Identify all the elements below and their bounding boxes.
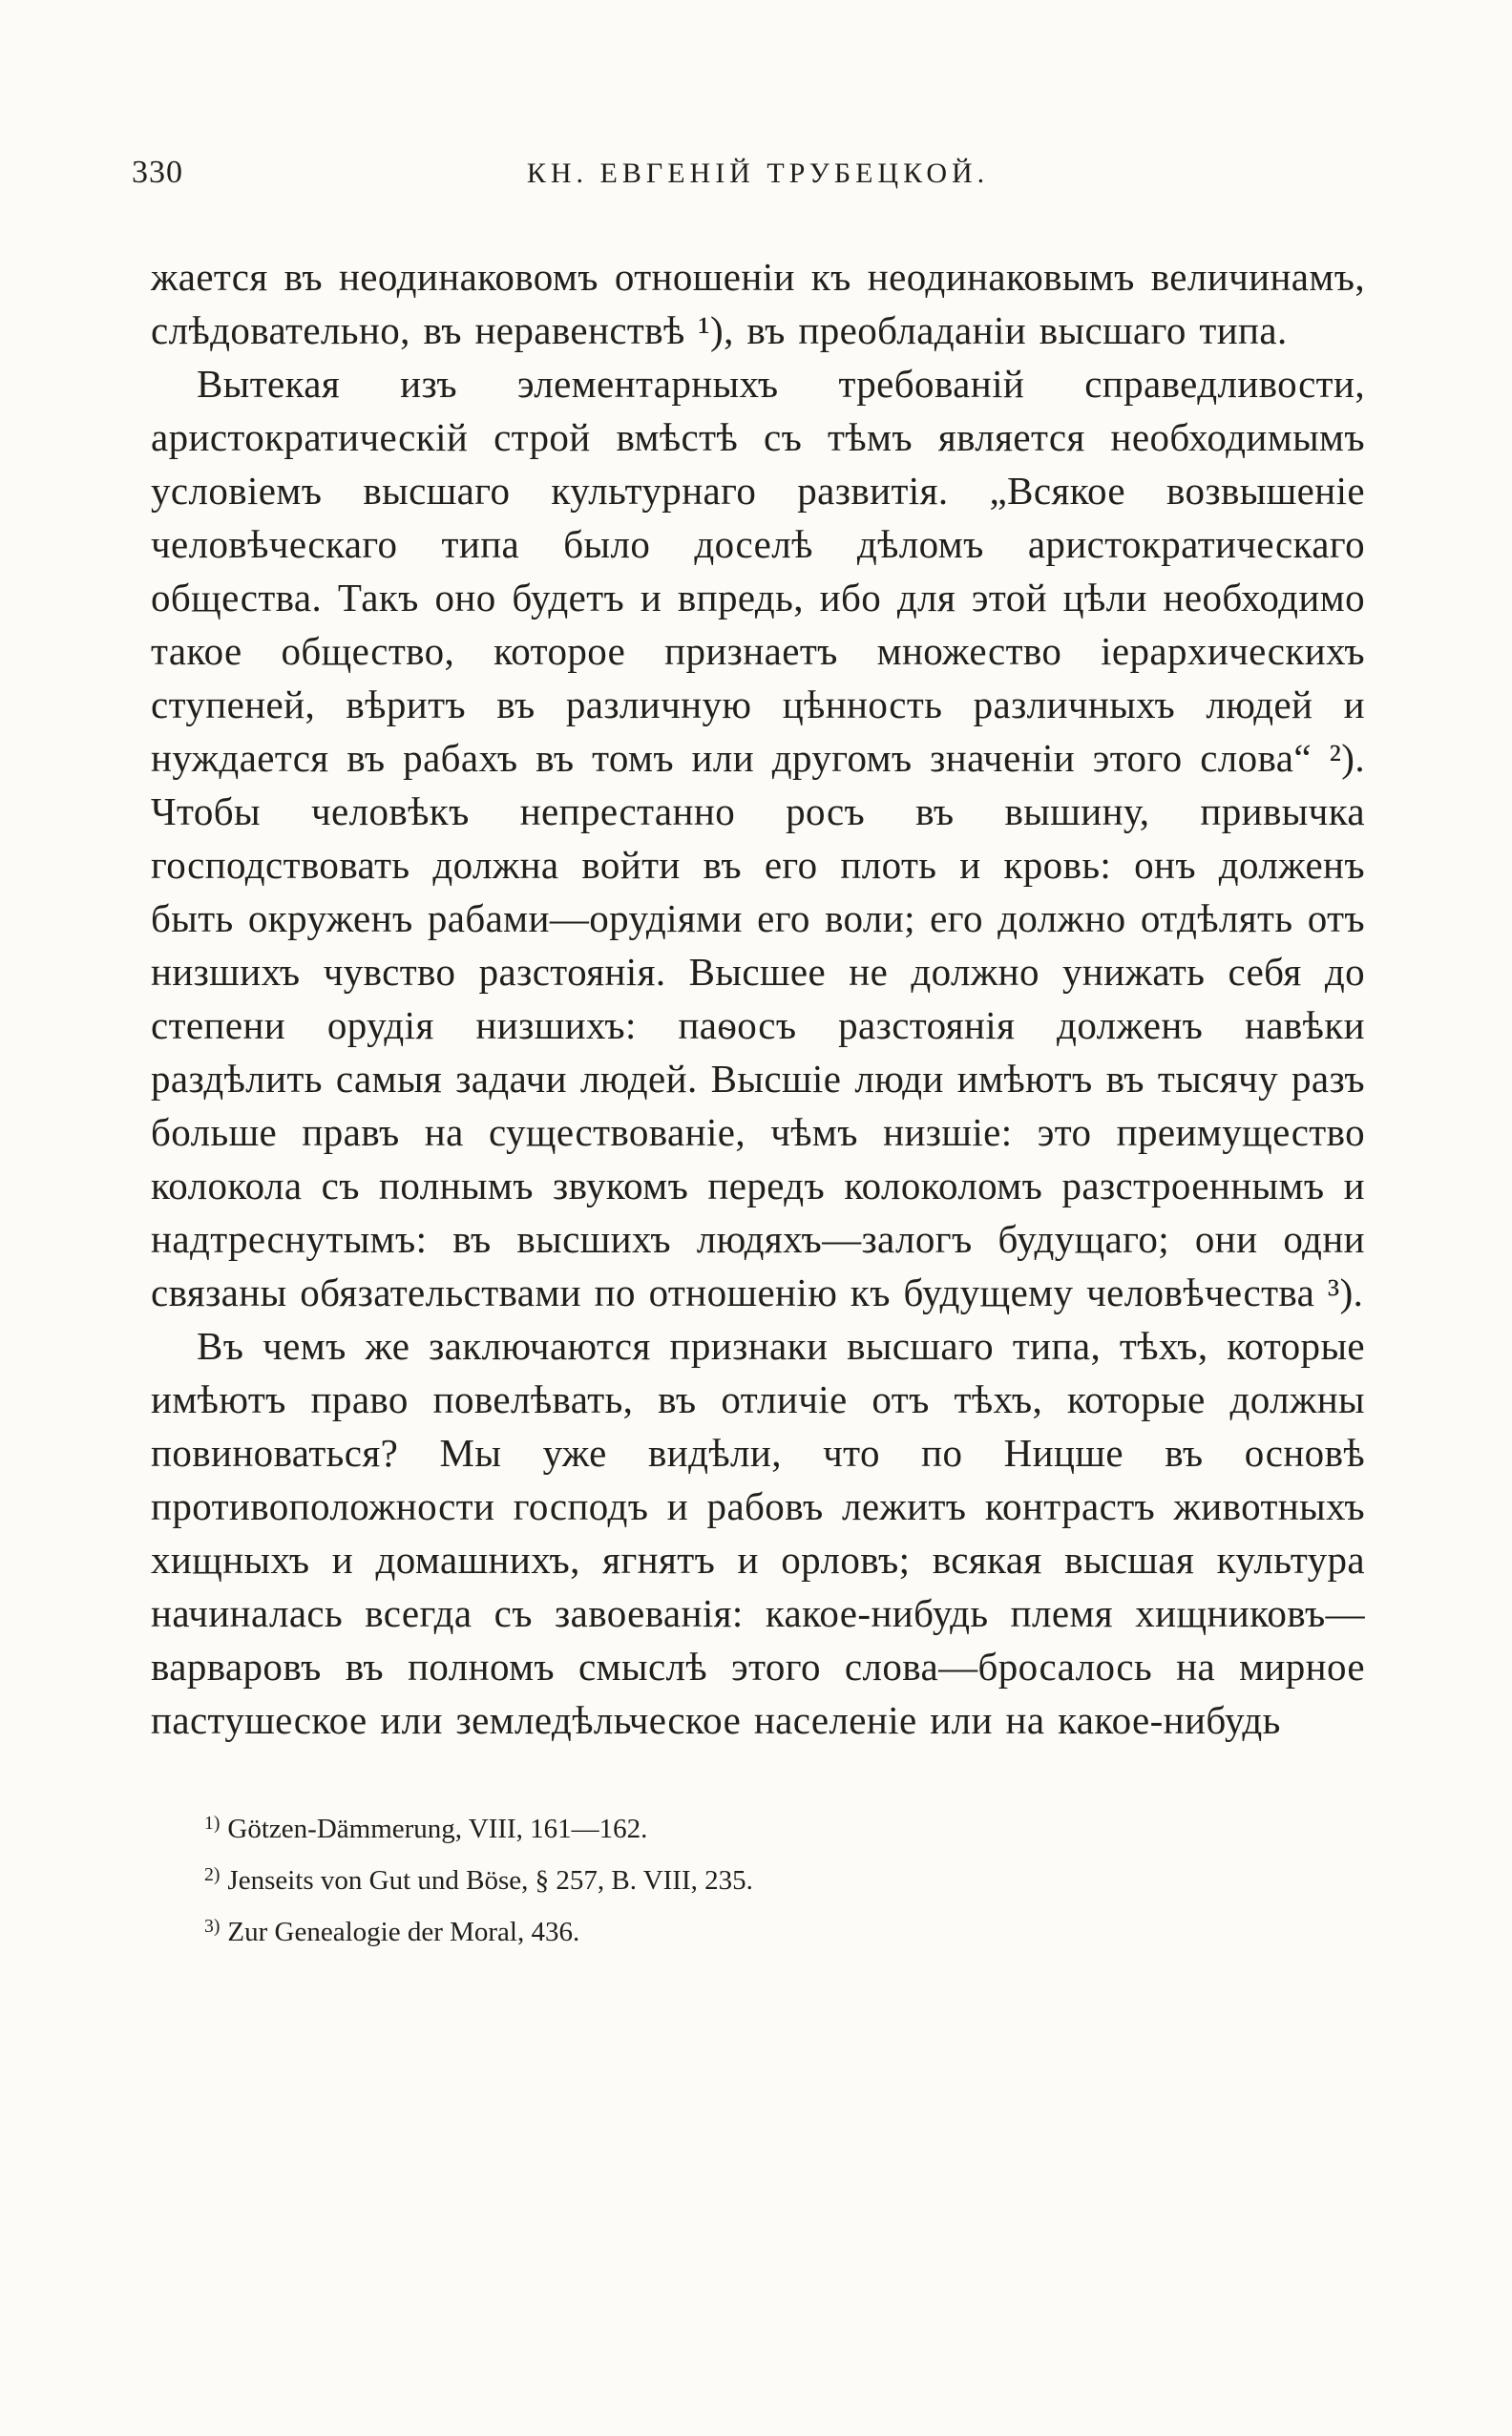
footnote-marker: 3) bbox=[204, 1915, 220, 1937]
paragraph-continuation: жается въ неодинаковомъ отношеніи къ неодинаковымъ величинамъ, слѣдовательно, въ неравенствѣ ¹), въ преобладаніи высшаго типа. bbox=[151, 255, 1365, 352]
footnote bbox=[204, 1800, 1365, 1852]
footnote-text: Götzen-Dämmerung, VIII, 161—162. bbox=[227, 1813, 648, 1844]
footnotes bbox=[151, 1800, 1365, 1955]
footnote-text: Zur Genealogie der Moral, 436. bbox=[227, 1916, 580, 1947]
footnote-text: Jenseits von Gut und Böse, § 257, B. VIII, 235. bbox=[227, 1864, 753, 1896]
footnote bbox=[204, 1852, 1365, 1903]
footnote-marker: 1) bbox=[204, 1813, 220, 1834]
paragraph: Вытекая изъ элементарныхъ требованій справедливости, аристократическій строй вмѣстѣ съ тѣмъ является необходимымъ условіемъ высшаго культурнаго развитія. „Всякое возвышеніе человѣческаго типа было доселѣ дѣломъ аристократическаго общества. Такъ оно будетъ и впредь, ибо для этой цѣли необходимо такое общество, которое признаетъ множество іерархическихъ ступеней, вѣритъ въ различную цѣнность различныхъ людей и нуждается въ рабахъ въ томъ или другомъ значеніи этого слова“ ²). Чтобы человѣкъ непрестанно росъ въ вышину, привычка господствовать должна войти въ его плоть и кровь: онъ долженъ быть окруженъ рабами—орудіями его воли; его должно отдѣлять отъ низшихъ чувство разстоянія. Высшее не должно унижать себя до степени орудія низшихъ: паѳосъ разстоянія долженъ навѣки раздѣлить самыя задачи людей. Высшіе люди имѣютъ въ тысячу разъ больше правъ на существованіе, чѣмъ низшіе: это преимущество колокола съ полнымъ звукомъ передъ колоколомъ разстроеннымъ и надтреснутымъ: въ высшихъ людяхъ—залогъ будущаго; они одни связаны обязательствами по отношенію къ будущему человѣчества ³). bbox=[151, 362, 1365, 1314]
running-title: КН. ЕВГЕНІЙ ТРУБЕЦКОЙ. bbox=[526, 158, 990, 189]
body-text bbox=[151, 250, 1365, 1747]
footnote-marker: 2) bbox=[204, 1863, 220, 1885]
page-number: 330 bbox=[132, 155, 183, 190]
paragraph: Въ чемъ же заключаются признаки высшаго типа, тѣхъ, которые имѣютъ право повелѣвать, въ отличіе отъ тѣхъ, которые должны повиноваться? Мы уже видѣли, что по Ницше въ основѣ противоположности господъ и рабовъ лежитъ контрастъ животныхъ хищныхъ и домашнихъ, ягнятъ и орловъ; всякая высшая культура начиналась всегда съ завоеванія: какое-нибудь племя хищниковъ—варваровъ въ полномъ смыслѣ этого слова—бросалось на мирное пастушеское или земледѣльческое населеніе или на какое-нибудь bbox=[151, 1324, 1365, 1742]
footnote bbox=[204, 1903, 1365, 1955]
page-header bbox=[132, 155, 1365, 199]
